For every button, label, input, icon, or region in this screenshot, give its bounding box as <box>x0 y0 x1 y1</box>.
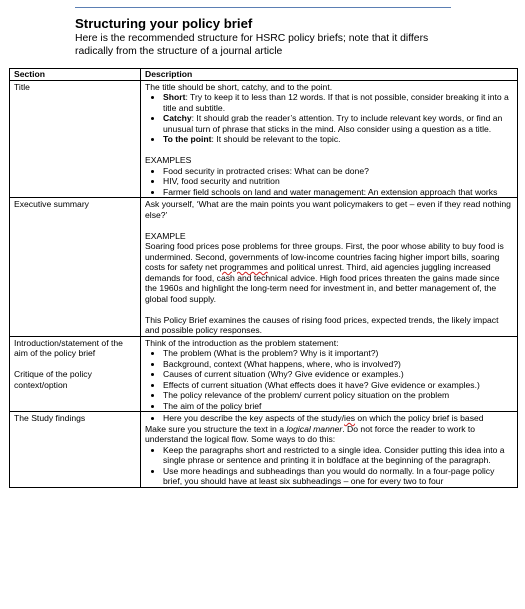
bullet-keyword: Short <box>163 92 186 102</box>
list-item: • Food security in protracted crises: What can be done? <box>163 166 513 177</box>
bullet-text: : It should be relevant to the topic. <box>211 134 341 144</box>
bullet-text: : Try to keep it to less than 12 words. If that is not possible, consider breaking it into a title and subtitle. <box>163 92 509 113</box>
example-text-part: and political unrest. Third, aid agencies juggling increased demands for food, cash and technical advice. High food prices threaten the gains made since the 1960s and highlight the long-term need for investment in, and better management of, the global food supply. <box>145 262 500 304</box>
paragraph-part: Make sure you structure the text in a <box>145 423 287 434</box>
description-cell <box>141 412 518 488</box>
section-label: Introduction/statement of the aim of the policy brief <box>14 337 123 358</box>
examples-list <box>145 166 513 198</box>
list-item: • Effects of current situation (What effects does it have? Give evidence or examples.) <box>163 380 513 391</box>
structure-table <box>9 68 518 488</box>
intro-bullets <box>145 348 513 411</box>
list-item: • HIV, food security and nutrition <box>163 176 513 187</box>
paragraph-part: . Do not force the reader to work to understand the logical flow. Some ways to do this: <box>145 423 476 444</box>
bullet-keyword: To the point <box>163 134 212 144</box>
example-text-part: Soaring food prices pose problems for three groups. First, the poor whose ability to buy food is undermined. Second, governments of low-income countries facing higher import bills, soaring costs for safety net <box>145 241 504 272</box>
table-row-introduction <box>10 336 518 412</box>
spellcheck-word: programmes <box>219 262 268 272</box>
list-item <box>163 113 513 134</box>
list-item: • The policy relevance of the problem/ current policy situation on the problem <box>163 390 513 401</box>
list-item <box>163 92 513 113</box>
list-item: • Causes of current situation (Why? Give evidence or examples.) <box>163 369 513 380</box>
italic-phrase: logical manner <box>286 423 343 434</box>
examples-label: EXAMPLES <box>145 155 192 165</box>
exec-closing: This Policy Brief examines the causes of rising food prices, expected trends, the likely impact and possible policy responses. <box>145 314 499 335</box>
table-header-row <box>10 69 518 81</box>
section-cell: Title <box>10 80 141 198</box>
description-cell <box>141 198 518 337</box>
intro-lead: Think of the introduction as the problem statement: <box>145 337 339 348</box>
list-item <box>163 134 513 145</box>
intro-text: Here is the recommended structure for HSRC policy briefs; note that it differs radically from the structure of a journal article <box>75 33 429 57</box>
column-header-description: Description <box>141 69 518 81</box>
list-item: • Background, context (What happens, where, who is involved?) <box>163 359 513 370</box>
table-row-executive-summary <box>10 198 518 337</box>
table-row-study-findings <box>10 412 518 488</box>
list-item: • Use more headings and subheadings than you would do normally. In a four-page policy brief, you should have at least six subheadings – one for every two to four <box>163 466 513 487</box>
bullet-text: : It should grab the reader’s attention. Try to include relevant key words, or find an unusual turn of phrase that sticks in the mind. Also consider using a question as a title. <box>163 113 503 134</box>
example-label: EXAMPLE <box>145 230 186 241</box>
list-item: • Keep the paragraphs short and restricted to a single idea. Consider putting this idea into a single phrase or sentence and printing it in boldface at the beginning of the paragraph. <box>163 445 513 466</box>
description-cell <box>141 80 518 198</box>
section-label: Critique of the policy context/option <box>14 369 92 390</box>
study-bullet-top <box>145 413 513 424</box>
column-header-section: Section <box>10 69 141 81</box>
title-lead: The title should be short, catchy, and to the point. <box>145 81 333 92</box>
bullet-text: Here you describe the key aspects of the study/ <box>163 413 345 423</box>
study-paragraph <box>145 424 513 445</box>
list-item: • The aim of the policy brief <box>163 401 513 412</box>
table-row-title <box>10 80 518 198</box>
description-cell <box>141 336 518 412</box>
list-item <box>163 413 513 424</box>
title-bullets <box>145 92 513 145</box>
list-item: • Farmer field schools on land and water management: An extension approach that works <box>163 187 513 198</box>
exec-lead: Ask yourself, ‘What are the main points you want policymakers to get – even if they read nothing else?’ <box>145 199 511 220</box>
list-item: • The problem (What is the problem? Why is it important?) <box>163 348 513 359</box>
header-rule <box>75 7 451 8</box>
bullet-keyword: Catchy <box>163 113 192 123</box>
spellcheck-word: ies <box>344 413 356 423</box>
bullet-text: on which the policy brief is based <box>355 413 484 423</box>
page-title: Structuring your policy brief <box>75 16 253 31</box>
example-text <box>145 241 513 304</box>
study-bullets <box>145 445 513 487</box>
section-cell: Executive summary <box>10 198 141 337</box>
section-cell: The Study findings <box>10 412 141 488</box>
section-cell <box>10 336 141 412</box>
